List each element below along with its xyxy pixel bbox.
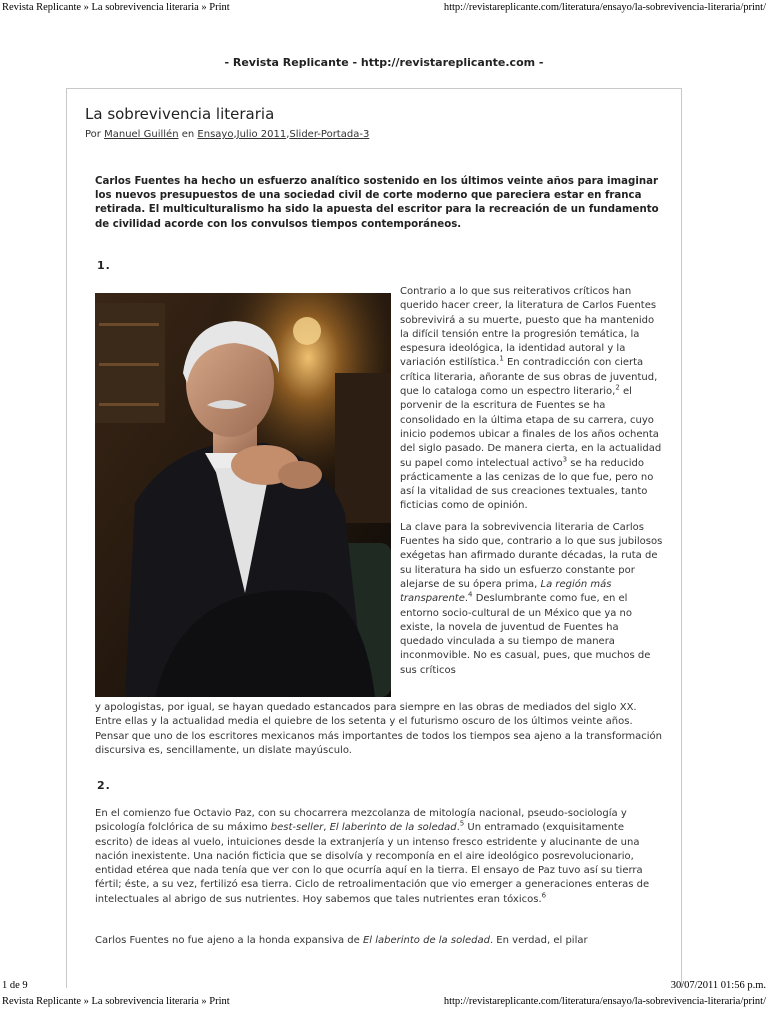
paragraph-2 (400, 521, 664, 678)
text-span: Carlos Fuentes no fue ajeno a la honda expansiva de (95, 935, 363, 946)
author-photo (95, 293, 391, 697)
byline-en: en (181, 129, 195, 140)
text-span: La clave para la sobrevivencia literaria de Carlos Fuentes ha sido que, contrario a lo que sus jubilosos exégetas han afirmado durante décadas, la ruta de su literatura ha sido un esfuerzo constante por alejarse de su ópera prima, (400, 521, 663, 590)
article-title: La sobrevivencia literaria (85, 105, 275, 123)
site-banner: - Revista Replicante - http://revistareplicante.com - (224, 56, 544, 69)
author-photo-image (95, 293, 391, 697)
text-span: . En verdad, el pilar (489, 935, 588, 946)
print-header-repeat (0, 996, 768, 1010)
book-title: La región más transparente (400, 578, 612, 605)
category-link-slider[interactable]: Slider-Portada-3 (289, 129, 370, 140)
text-span: . (464, 593, 469, 605)
print-header-url: http://revistareplicante.com/literatura/ensayo/la-sobrevivencia-literaria/print/ (443, 2, 766, 13)
text-span: , (323, 822, 330, 834)
paragraph-1 (400, 285, 664, 514)
text-span: En contradicción con cierta crítica literaria, añorante de sus obras de juventud, que lo cataloga como un espectro literario, (400, 357, 658, 398)
text-span: Deslumbrante como fue, en el entorno socio-cultural de un México que ya no existe, la novela de juventud de Fuentes ha quedado vinculada a su tiempo de manera inconmovible. No es casual, pues, que muchos de sus críticos (400, 593, 651, 676)
category-link-ensayo[interactable]: Ensayo (197, 129, 234, 140)
right-column-text (400, 285, 664, 685)
byline (85, 129, 369, 140)
paragraph-2-continued: y apologistas, por igual, se hayan quedado estancados para siempre en las obras de mediados del siglo XX. Entre ellas y la actualidad media el quiebre de los setenta y el futurismo oscuro de los últimos veinte años. Pensar que uno de los escritores mexicanos más importantes de todos los tiempos sea ajeno a la transformación discursiva es, sencillamente, un dislate mayúsculo. (95, 702, 662, 756)
footnote-2-ref[interactable]: 2 (615, 383, 620, 392)
text-span: En el comienzo fue Octavio Paz, con su chocarrera mezcolanza de mitología nacional, pseudo-sociología y psicología folclórica de su máximo (95, 808, 627, 834)
byline-por: Por (85, 129, 101, 140)
print-header-title: Revista Replicante » La sobrevivencia literaria » Print (2, 2, 230, 13)
author-link[interactable]: Manuel Guillén (104, 129, 179, 140)
text-span: Un entramado (exquisitamente escrito) de ideas al vuelo, intuiciones desde la extranjería y un intenso fresco estridente y alucinante de una nación inexistente. Una nación ficticia que se disolvía y recomponía en el aire ideológico posrevolucionario, entidad etérea que nada tenía que ver con lo que ocurría aquí en la tierra. El ensayo de Paz tuvo así su tierra fértil; éste, a su vez, fertilizó esa tierra. Ciclo de retroalimentación que vio emerger a generaciones enteras de intelectuales al abrigo de sus nutrientes. Hoy sabemos que tales nutrientes eran tóxicos. (95, 822, 650, 905)
category-link-julio-2011[interactable]: Julio 2011 (236, 129, 287, 140)
category-separator: , (286, 129, 290, 140)
footnote-5-ref[interactable]: 5 (459, 819, 465, 828)
paragraph-3 (95, 807, 663, 907)
text-span: el porvenir de la escritura de Fuentes se ha consolidado en la última etapa de su carrera, cuyo inicio podemos ubicar a finales de los años ochenta del siglo pasado. De manera cierta, en la actualidad su papel como intelectual activo (400, 386, 662, 469)
section-number-2: 2. (97, 779, 111, 792)
text-span: Contrario a lo que sus reiterativos críticos han querido hacer creer, la literatura de Carlos Fuentes sobrevivirá a su muerte, puesto que ha mantenido la difícil tensión entre la progresión temática, la espesura ideológica, la identidad autoral y la variación estilística. (400, 286, 657, 369)
book-title: El laberinto de la soledad (329, 822, 457, 834)
print-header (0, 2, 768, 16)
text-span: . (456, 822, 460, 834)
section-number-1: 1. (97, 259, 111, 272)
paragraph-4 (95, 934, 663, 948)
book-title: El laberinto de la soledad (362, 935, 490, 946)
category-separator: , (233, 129, 237, 140)
print-datetime: 30/07/2011 01:56 p.m. (670, 980, 766, 991)
article-lead: Carlos Fuentes ha hecho un esfuerzo analítico sostenido en los últimos veinte años para imaginar los nuevos presupuestos de una sociedad civil de corte moderno que pareciera estar en franca retirada. El multiculturalismo ha sido la apuesta del escritor para la recreación de un fundamento de civilidad acorde con los convulsos tiempos contemporáneos. (95, 176, 659, 230)
print-header-url: http://revistareplicante.com/literatura/ensayo/la-sobrevivencia-literaria/print/ (443, 996, 766, 1007)
print-footer (0, 980, 768, 994)
footnote-1-ref[interactable]: 1 (499, 355, 504, 364)
print-header-title: Revista Replicante » La sobrevivencia literaria » Print (2, 996, 230, 1007)
footnote-4-ref[interactable]: 4 (468, 590, 473, 599)
footnote-3-ref[interactable]: 3 (562, 455, 568, 464)
article-container (66, 88, 682, 988)
footnote-6-ref[interactable]: 6 (541, 891, 547, 900)
book-genre: best-seller (270, 822, 324, 834)
text-span: se ha reducido prácticamente a las cenizas de lo que fue, pero no así la vitalidad de sus creaciones textuales, tanto ficticias como de opinión. (400, 457, 654, 512)
page-indicator: 1 de 9 (2, 980, 28, 991)
